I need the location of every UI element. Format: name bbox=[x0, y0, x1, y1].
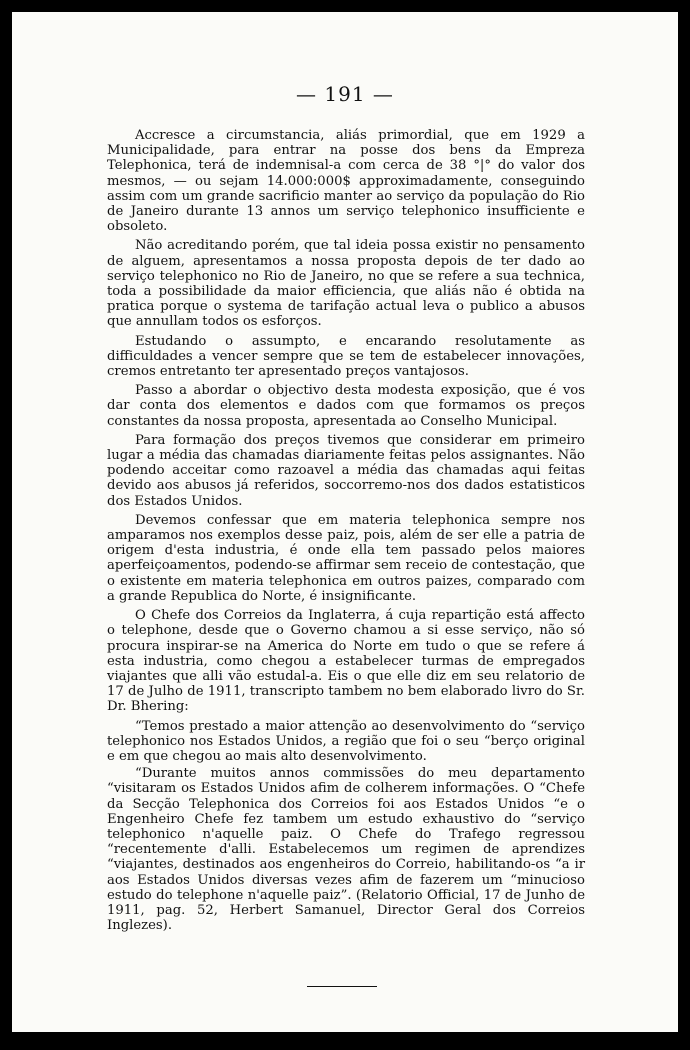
paragraph: Estudando o assumpto, e encarando resolutamente as difficuldades a vencer sempre que se tem de estabelecer innovações, cremos entretanto ter apresentado preços vantajosos. bbox=[107, 333, 585, 380]
paragraph: Para formação dos preços tivemos que considerar em primeiro lugar a média das chamadas diariamente feitas pelos assignantes. Não podendo acceitar como razoavel a média das chamadas aqui feitas devido aos abusos já referidos, soccorremo-nos dos dados estatisticos dos Estados Unidos. bbox=[107, 432, 585, 509]
paragraph: Passo a abordar o objectivo desta modesta exposição, que é vos dar conta dos elementos e dados com que formamos os preços constantes da nossa proposta, apresentada ao Conselho Municipal. bbox=[107, 383, 585, 429]
page-number: — 191 — bbox=[296, 82, 394, 106]
paragraph: O Chefe dos Correios da Inglaterra, á cuja repartição está affecto o telephone, desde que o Governo chamou a si esse serviço, não só procura inspirar-se na America do Norte em tudo o que se refere á esta industria, como chegou a estabelecer turmas de empregados viajantes que alli vão estudal-a. Eis o que elle diz em seu relatorio de 17 de Julho de 1911, transcripto tambem no bem elaborado livro do Sr. Dr. Bhering: bbox=[107, 608, 585, 715]
document-page bbox=[12, 12, 678, 1032]
end-rule bbox=[307, 986, 377, 987]
quote-paragraph: “Durante muitos annos commissões do meu departamento “visitaram os Estados Unidos afim de colherem informações. O “Chefe da Secção Telephonica dos Correios foi aos Estados Unidos “e o Engenheiro Chefe fez tambem um estudo exhaustivo do “serviço telephonico n'aquelle paiz. O Chefe do Trafego regressou “recentemente d'alli. Estabelecemos um regimen de aprendizes “viajantes, destinados aos engenheiros do Correio, habilitando-os “a ir aos Estados Unidos diversas vezes afim de fazerem um “minucioso estudo do telephone n'aquelle paiz”. (Relatorio Official, 17 de Junho de 1911, pag. 52, Herbert Samanuel, Director Geral dos Correios Inglezes). bbox=[107, 766, 585, 934]
body-text bbox=[107, 128, 585, 935]
paragraph: Devemos confessar que em materia telephonica sempre nos amparamos nos exemplos desse paiz, pois, além de ser elle a patria de origem d'esta industria, é onde ella tem passado pelos maiores aperfeiçoamentos, podendo-se affirmar sem receio de contestação, que o existente em materia telephonica em outros paizes, comparado com a grande Republica do Norte, é insignificante. bbox=[107, 512, 585, 604]
quote-paragraph: “Temos prestado a maior attenção ao desenvolvimento do “serviço telephonico nos Estados Unidos, a região que foi o seu “berço original e em que chegou ao mais alto desenvolvimento. bbox=[107, 718, 585, 764]
paragraph: Accresce a circumstancia, aliás primordial, que em 1929 a Municipalidade, para entrar na posse dos bens da Empreza Telephonica, terá de indemnisal-a com cerca de 38 °|° do valor dos mesmos, — ou sejam 14.000:000$ approximadamente, conseguindo assim com um grande sacrificio manter ao serviço da população do Rio de Janeiro durante 13 annos um serviço telephonico insufficiente e obsoleto. bbox=[107, 128, 585, 235]
paragraph: Não acreditando porém, que tal ideia possa existir no pensamento de alguem, apresentamos a nossa proposta depois de ter dado ao serviço telephonico no Rio de Janeiro, no que se refere a sua technica, toda a possibilidade da maior efficiencia, que aliás não é obtida na pratica porque o systema de tarifação actual leva o publico a abusos que annullam todos os esforços. bbox=[107, 238, 585, 330]
